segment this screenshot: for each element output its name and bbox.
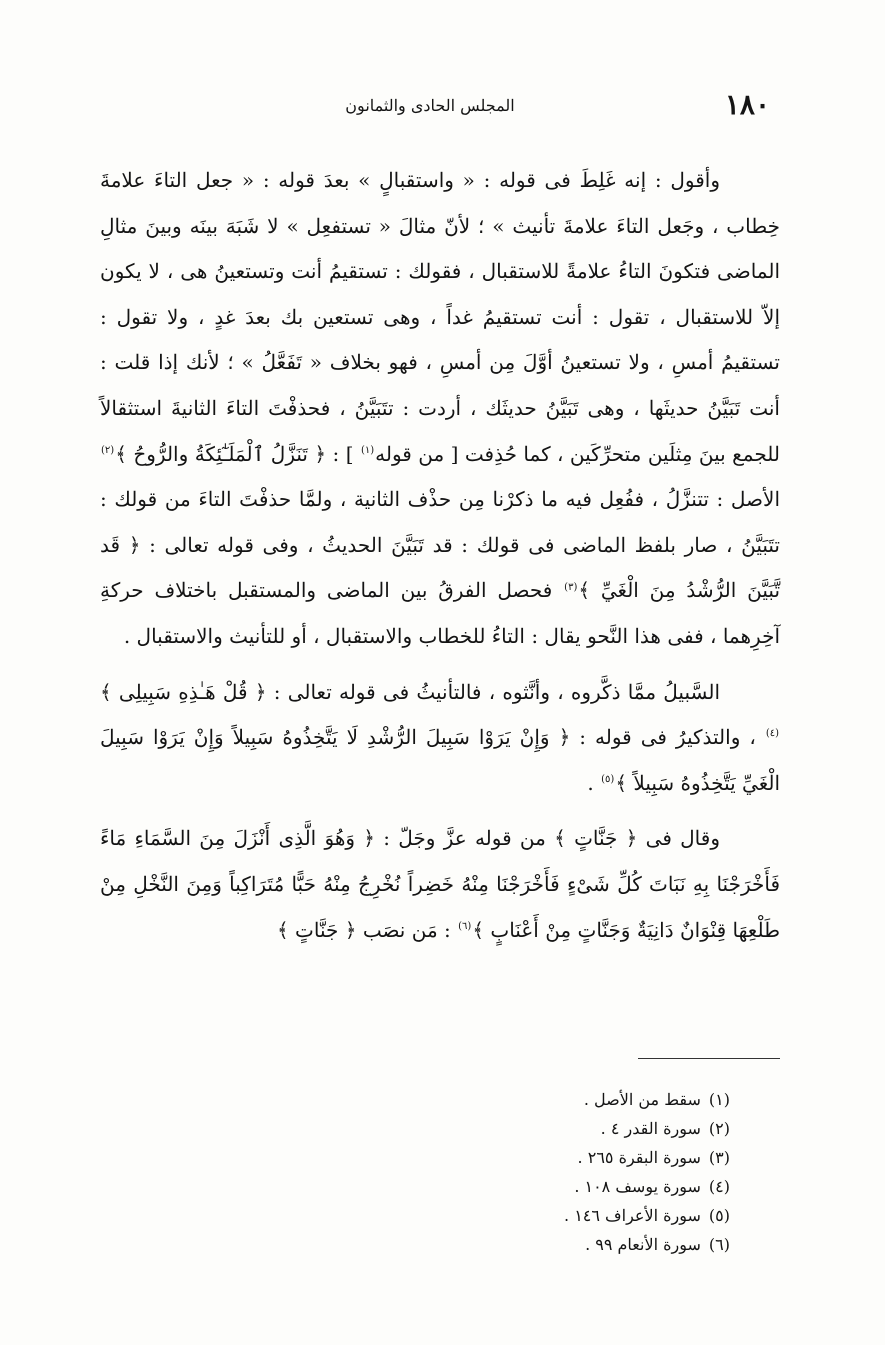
footnote-2 [430,1114,730,1143]
footnote-marker-5: (٥) [601,774,615,786]
paragraph-3 [100,816,780,953]
page-header [110,88,770,128]
paragraph-text: الأصل : تتنزَّلُ ، ففُعِل فيه ما ذكرْنا مِن حذْف الثانية ، ولمَّا حذفْتَ التاءَ من قولك : تتَبَيَّنُ ، صار بلفظ الماضى فى قولك : قد تَبَيَّنَ الحديثُ ، وفى قوله تعالى : ﴿ قَد تَّبَيَّنَ الرُّشْدُ مِنَ الْغَيِّ ﴾ [100,487,781,603]
paragraph-text: فحصل الفرقُ بين الماضى والمستقبل باختلاف حركةِ آخِرِهما ، ففى هذا النَّحو يقال : التاءُ للخطاب والاستقبال ، أو للتأنيث والاستقبال . [100,578,780,648]
footnote-text: سورة يوسف ١٠٨ . [574,1177,701,1196]
footnote-number: (١) [708,1090,730,1109]
footnote-4 [430,1172,730,1201]
footnote-5 [430,1201,730,1230]
footnote-marker-4: (٤) [765,728,779,740]
footnote-number: (٤) [708,1177,730,1196]
page-number: ١٨٠ [724,88,770,121]
footnote-text: سقط من الأصل . [583,1090,701,1109]
footnote-marker-6: (٦) [458,920,472,932]
footnote-text: سورة البقرة ٢٦٥ . [577,1148,701,1167]
footnote-text: سورة الأنعام ٩٩ . [585,1235,701,1254]
paragraph-text: ] : ﴿ تَنَزَّلُ ٱلْمَلَـٰٓئِكَةُ والرُّوحُ ﴾ [115,441,354,466]
footnote-marker-2: (٢) [101,444,115,456]
footnote-text: سورة القدر ٤ . [600,1119,701,1138]
footnote-marker-1: (١) [360,444,375,456]
body-text [100,158,780,953]
footnotes [430,1085,730,1259]
paragraph-1 [100,158,780,660]
running-title: المجلس الحادى والثمانون [345,96,515,115]
paragraph-text: وقال فى ﴿ جَنَّاتٍ ﴾ من قوله عزَّ وجَلّ : ﴿ وَهُوَ الَّذِى أَنْزَلَ مِنَ السَّمَاءِ مَاءً فَأَخْرَجْنَا بِهِ نَبَاتَ كُلِّ شَىْءٍ فَأَخْرَجْنَا مِنْهُ خَضِراً نُخْرِجُ مِنْهُ حَبًّا مُتَرَاكِباً وَمِنَ النَّخْلِ مِنْ طَلْعِهَا قِنْوَانٌ دَانِيَةٌ وَجَنَّاتٍ مِنْ أَعْنَابٍ ﴾ [100,826,780,942]
footnote-3 [430,1143,730,1172]
footnote-text: سورة الأعراف ١٤٦ . [564,1206,701,1225]
paragraph-text: . [587,770,594,795]
footnote-number: (٣) [708,1148,730,1167]
footnote-number: (٥) [708,1206,730,1225]
paragraph-text: : مَن نصَب ﴿ جَنَّاتٍ ﴾ [276,917,451,942]
footnote-1 [430,1085,730,1114]
paragraph-text: السَّبيلُ ممَّا ذكَّروه ، وأنَّثوه ، فالتأنيثُ فى قوله تعالى : ﴿ قُلْ هَـٰذِهِ سَبِيلِى ﴾ [100,679,720,704]
footnote-6 [430,1230,730,1259]
paragraph-2 [100,670,780,807]
paragraph-text: وأقول : إنه غَلِطَ فى قوله : « واستقبالٍ » بعدَ قوله : « جعل التاءَ علامةَ خِطاب ، وجَعل التاءَ علامةَ تأنيث » ؛ لأنّ مثالَ « تستفعِل » لا شَبَهَ بينَه وبينَ مثالِ الماضى فتكونَ التاءُ علامةً للاستقبال ، فقولك : تستقيمُ أنت وتستعينُ هى ، لا يكون إلاّ للاستقبال ، تقول : أنت تستقيمُ غداً ، وهى تستعين بك بعدَ غدٍ ، ولا تقول : تستقيمُ أمسِ ، ولا تستعينُ أوَّلَ مِن أمسِ ، فهو بخلاف « تَفَعَّلُ » ؛ لأنك إذا قلت : أنت تَبَيَّنُ حديثَها ، وهى تَبَيَّنُ حديثَك ، أردت : تتَبَيَّنُ ، فحذفْتَ التاءَ الثانيةَ استثقالاً للجمع بينَ مِثلَين متحرِّكَين ، كما حُذِفت [ من قوله [100,168,780,466]
footnote-number: (٢) [708,1119,730,1138]
footnote-marker-3: (٣) [564,581,578,593]
paragraph-text: ، والتذكيرُ فى قوله : ﴿ وَإِنْ يَرَوْا سَبِيلَ الرُّشْدِ لَا يَتَّخِذُوهُ سَبِيلاً وَإِنْ يَرَوْا سَبِيلَ الْغَيِّ يَتَّخِذُوهُ سَبِيلاً ﴾ [100,725,780,795]
footnote-number: (٦) [708,1235,730,1254]
footnote-divider [638,1058,780,1059]
